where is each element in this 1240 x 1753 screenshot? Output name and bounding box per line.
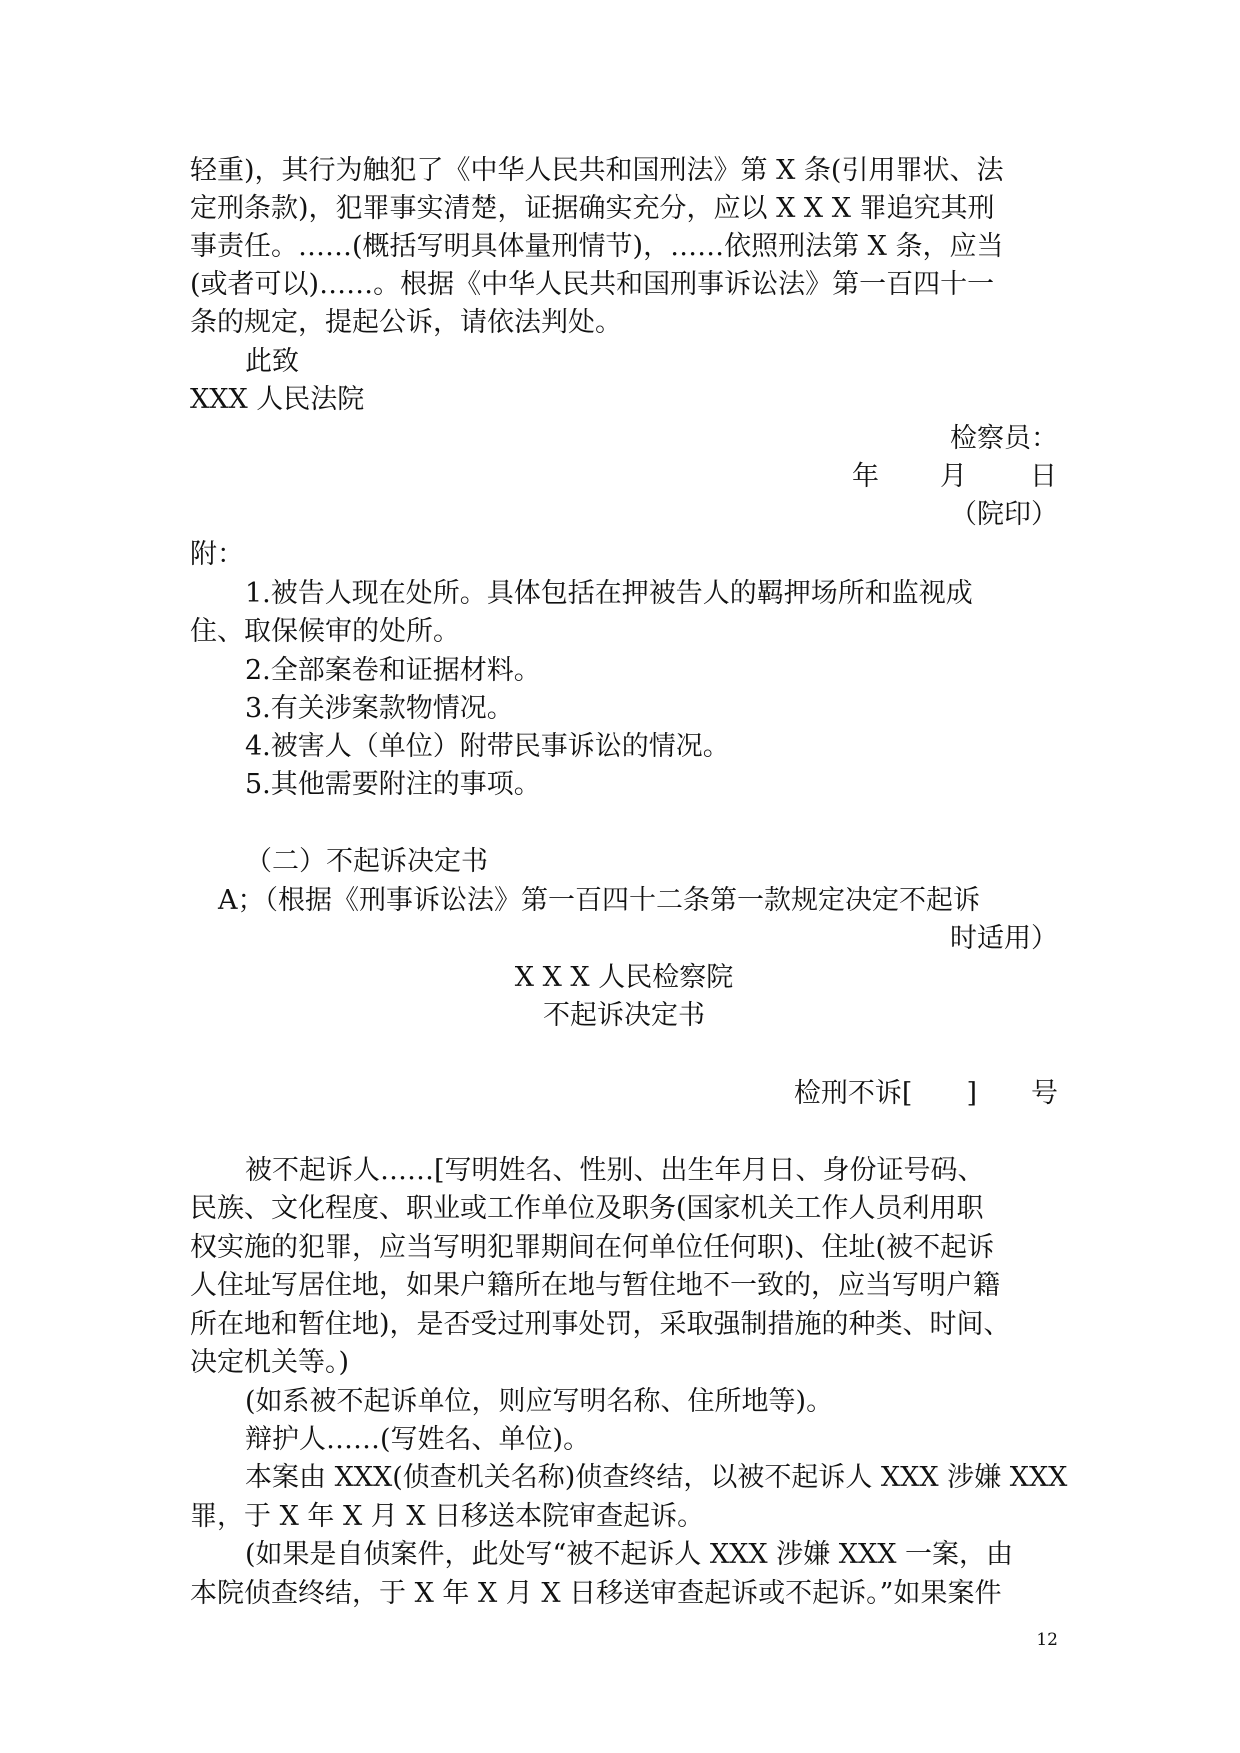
body-line: 定刑条款)，犯罪事实清楚，证据确实充分，应以 X X X 罪追究其刑 <box>190 193 995 224</box>
body-line: (如果是自侦案件，此处写“被不起诉人 XXX 涉嫌 XXX 一案，由 <box>245 1539 1013 1570</box>
attachment-item-cont: 住、取保候审的处所。 <box>190 616 460 647</box>
date-month: 月 <box>940 461 967 492</box>
seal-label: （院印） <box>950 499 1058 530</box>
body-line: 事责任。……(概括写明具体量刑情节)，……依照刑法第 X 条，应当 <box>190 231 1004 262</box>
body-line: 轻重)，其行为触犯了《中华人民共和国刑法》第 X 条(引用罪状、法 <box>190 155 1004 186</box>
date-year: 年 <box>852 461 879 492</box>
body-line: 罪，于 X 年 X 月 X 日移送本院审查起诉。 <box>190 1501 705 1532</box>
body-line: 本案由 XXX(侦查机关名称)侦查终结，以被不起诉人 XXX 涉嫌 XXX <box>245 1462 1068 1493</box>
attachment-item: 4.被害人（单位）附带民事诉讼的情况。 <box>245 731 730 762</box>
body-line: 辩护人……(写姓名、单位)。 <box>245 1424 591 1455</box>
date-day: 日 <box>1030 461 1057 492</box>
body-line: (或者可以)……。根据《中华人民共和国刑事诉讼法》第一百四十一 <box>190 269 995 300</box>
salutation: 此致 <box>245 346 299 377</box>
attachment-item: 3.有关涉案款物情况。 <box>245 693 514 724</box>
attachment-item: 5.其他需要附注的事项。 <box>245 769 541 800</box>
body-line: 权实施的犯罪，应当写明犯罪期间在何单位任何职)、住址(被不起诉 <box>190 1232 995 1263</box>
body-line: 所在地和暂住地)，是否受过刑事处罚，采取强制措施的种类、时间、 <box>190 1309 1011 1340</box>
court-name: XXX 人民法院 <box>190 384 365 415</box>
prosecutor-label: 检察员： <box>950 423 1058 454</box>
attachment-item: 2.全部案卷和证据材料。 <box>245 655 541 686</box>
body-line: (如系被不起诉单位，则应写明名称、住所地等)。 <box>245 1386 834 1417</box>
section-heading: （二）不起诉决定书 <box>245 846 488 877</box>
section-note: A；（根据《刑事诉讼法》第一百四十二条第一款规定决定不起诉 <box>218 885 980 916</box>
body-line: 人住址写居住地，如果户籍所在地与暂住地不一致的，应当写明户籍 <box>190 1270 1000 1301</box>
decision-title: 不起诉决定书 <box>543 1000 705 1031</box>
body-line: 本院侦查终结，于 X 年 X 月 X 日移送审查起诉或不起诉。”如果案件 <box>190 1578 1002 1609</box>
page-number: 12 <box>1036 1630 1058 1650</box>
body-line: 被不起诉人……[写明姓名、性别、出生年月日、身份证号码、 <box>245 1155 985 1186</box>
attachment-heading: 附： <box>190 539 244 570</box>
section-note-cont: 时适用） <box>950 923 1058 954</box>
document-number: 检刑不诉[ ] 号 <box>793 1078 1058 1109</box>
attachment-item: 1.被告人现在处所。具体包括在押被告人的羁押场所和监视成 <box>245 578 973 609</box>
procuratorate-title: X X X 人民检察院 <box>514 962 734 993</box>
body-line: 条的规定，提起公诉，请依法判处。 <box>190 307 622 338</box>
body-line: 决定机关等。) <box>190 1347 350 1378</box>
body-line: 民族、文化程度、职业或工作单位及职务(国家机关工作人员利用职 <box>190 1193 984 1224</box>
